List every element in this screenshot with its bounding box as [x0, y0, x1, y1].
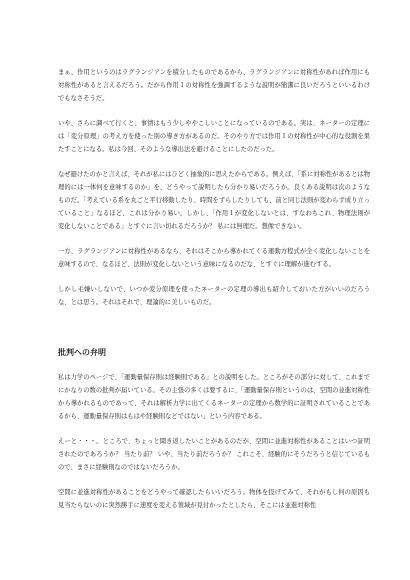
paragraph: いや、さらに調べて行くと、事情はもう少しややこしいことになっているのである。実は、ネーターの定理には「変分原理」の考え方を使った別の導き方があるのだ。そのやり方では作用１の対称性が中心的な役割を果たすことになる。私は今回、そのような導出法を避けることにしたのだった。: [58, 120, 370, 153]
paragraph: まぁ、作用というのはラグランジアンを積分したものであるから、ラグランジアンに対称性があれば作用にも対称性があると言えるだろう。だから作用１の対称性を強調するような説明が簡潔に良いだろうといいるわけでもなさそうだ。: [58, 69, 370, 102]
paragraph: 一方、ラグランジアンに対称性があるなら、それはそこから導かれてくる運動方程式が全く変化しないことを意味するので、なるほど、法則が変化しないという意味になるのだな、とすぐに理解が進むする。: [58, 248, 370, 268]
paragraph: 私は力学のページで、「運動量保存則は経験則である」との説明をした。ところがその部分に対して、これまでにかなりの数の批判が届いている。その主張の多くは要するに、「運動量保存則というのは、空間の並進対称性から導かれるものであって、それは解析力学に出てくるネーターの定理から数学的に証明されていることであるから、運動量保存則はもはや経験則などではない」という内容である。: [58, 374, 370, 420]
paragraph: しかし毛嫌いしないで、いつか変分原理を使ったネーターの定理の導出も紹介しておいた方がいいのだろうな、とは思う。それはそれで、理論的に美しいものだ。: [58, 286, 370, 306]
section-heading: 批判への弁明: [58, 348, 106, 357]
paragraph: なぜ避けたのかと言えば、それが私にはひどく抽象的に思えたからである。例えば、「系に対称性があるとは物理的には一体何を意味するのか」を、どうやって説明したら分かり易いだろうか。良くある説明は次のようなものだ。「考えている系を丸ごと平行移動したり、時間をずらしたりしても、前と同じ法則が変わらず成り立っていること」なるほど、これは分かり易い。しかし、「作用１が変化しないとは、すなわちこれ、物理法則が変化しないことである」とすぐに言い切れるだろうか？ 私には無理だ。想像できない。: [58, 171, 370, 230]
paragraph: えーと・・・。ところで、ちょっと聞き返したいことがあるのだが、空間に並進対称性があることはいつ証明されたのであろうか？ 当たり前？ いや、当たり前だろうか？ これこそ、経験的にそうだろうと信じているもので、まさに経験則なのではないだろうか。: [58, 438, 370, 471]
paragraph: 空間に並進対称性があることをどうやって確認したらいいだろう。物体を投げてみて、それがもし何の原因も見当たらないのに突然勝手に速度を変える領域が見付かったとしたら、そこには並進対称性: [58, 489, 370, 509]
